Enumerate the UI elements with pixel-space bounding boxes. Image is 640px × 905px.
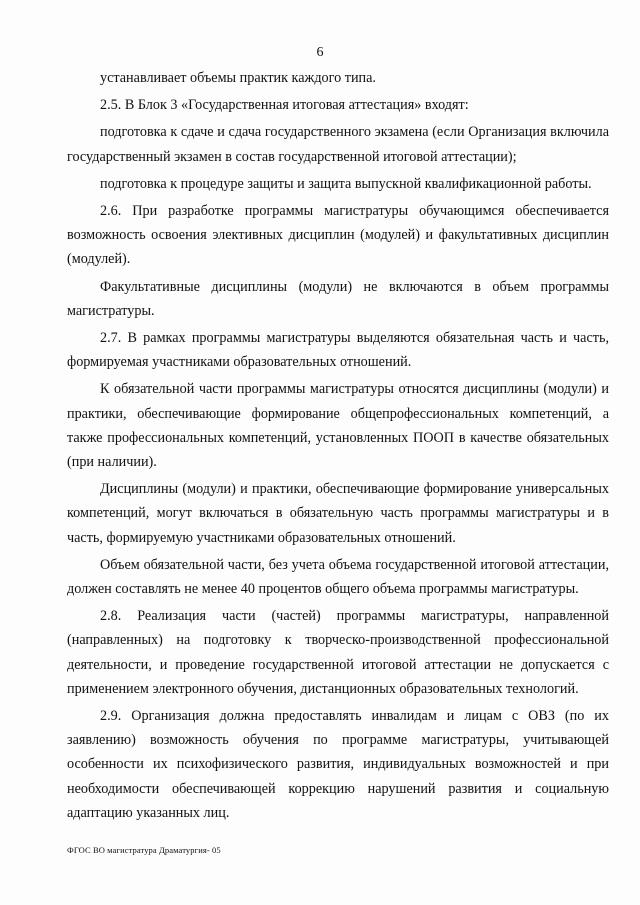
paragraph-2-8: 2.8. Реализация части (частей) программы магистратуры, направленной (направленных) на подготовку к творческо-производственной профессиональной деятельности, и проведение государственной итоговой аттестации не допускается с применением электронного обучения, дистанционных образовательных технологий. xyxy=(67,608,609,697)
paragraph-mandatory-volume: Объем обязательной части, без учета объема государственной итоговой аттестации, должен составлять не менее 40 процентов общего объема программы магистратуры. xyxy=(67,556,609,598)
paragraph-2-6: 2.6. При разработке программы магистратуры обучающимся обеспечивается возможность освоения элективных дисциплин (модулей) и факультативных дисциплин (модулей). xyxy=(67,203,609,268)
page-number: 6 xyxy=(316,45,324,60)
page-footer: ФГОС ВО магистратура Драматургия- 05 xyxy=(67,845,221,855)
paragraph-mandatory-part: К обязательной части программы магистратуры относятся дисциплины (модули) и практики, обеспечивающие формирование общепрофессиональных компетенций, а также профессиональных компетенций, установленных ПООП в качестве обязательных (при наличии). xyxy=(67,381,609,471)
paragraph-optional-disciplines: Факультативные дисциплины (модули) не включаются в объем программы магистратуры. xyxy=(67,278,609,319)
paragraph-practice-volumes: устанавливает объемы практик каждого типа. xyxy=(100,70,376,86)
paragraph-2-9: 2.9. Организация должна предоставлять инвалидам и лицам с ОВЗ (по их заявлению) возможность обучения по программе магистратуры, учитывающей особенности их психофизического развития, индивидуальных возможностей и при необходимости обеспечивающей коррекцию нарушений развития и социальную адаптацию указанных лиц. xyxy=(67,708,609,821)
document-body xyxy=(67,66,609,828)
paragraph-universal-competencies: Дисциплины (модули) и практики, обеспечивающие формирование универсальных компетенций, могут включаться в обязательную часть программы магистратуры и в часть, формируемую участниками образовательных отношений. xyxy=(67,481,609,546)
paragraph-2-7: 2.7. В рамках программы магистратуры выделяются обязательная часть и часть, формируемая участниками образовательных отношений. xyxy=(67,330,609,371)
paragraph-thesis-defense: подготовка к процедуре защиты и защита выпускной квалификационной работы. xyxy=(100,175,592,192)
paragraph-2-5: 2.5. В Блок 3 «Государственная итоговая аттестация» входят: xyxy=(100,97,469,114)
paragraph-state-exam: подготовка к сдаче и сдача государственного экзамена (если Организация включила государственный экзамен в состав государственной итоговой аттестации); xyxy=(67,124,609,165)
